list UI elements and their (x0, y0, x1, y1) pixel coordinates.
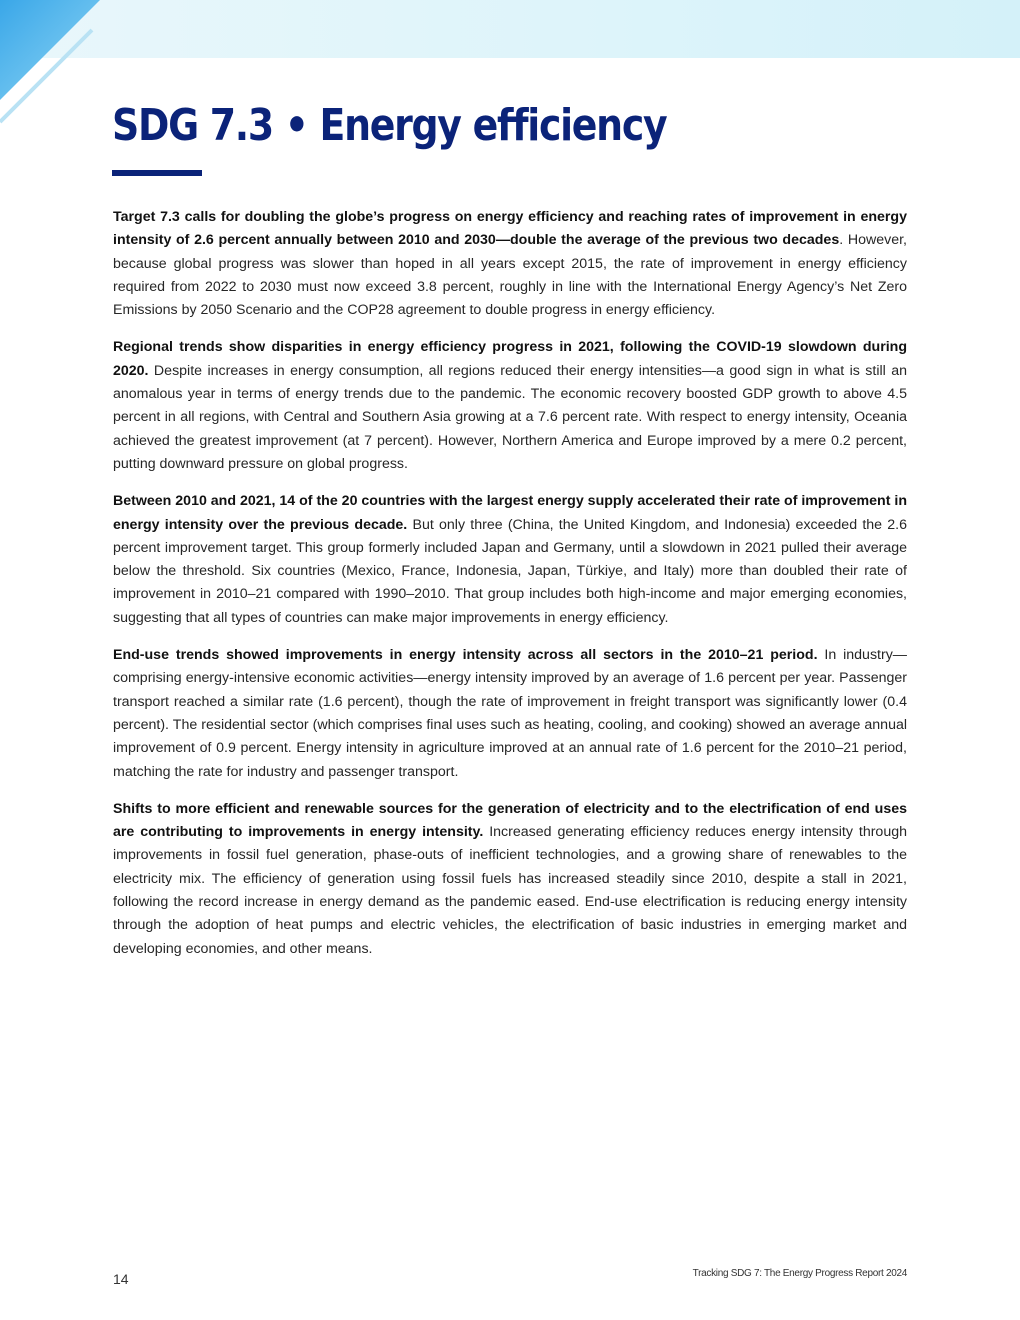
paragraph-lead: Regional trends show disparities in energy efficiency progress in 2021, following the COVID-19 slowdown during 2020. (113, 339, 907, 379)
header-band (0, 0, 1020, 58)
paragraph-country-trends (113, 490, 907, 630)
running-footer-title: Tracking SDG 7: The Energy Progress Report 2024 (692, 1268, 907, 1279)
paragraph-lead: Between 2010 and 2021, 14 of the 20 countries with the largest energy supply accelerated their rate of improvement in energy intensity over the previous decade. (113, 493, 907, 533)
paragraph-body: But only three (China, the United Kingdom, and Indonesia) exceeded the 2.6 percent improvement target. This group formerly included Japan and Germany, until a slowdown in 2021 pulled their average below the threshold. Six countries (Mexico, France, Indonesia, Japan, Türkiye, and Italy) more than doubled their rate of improvement in 2010–21 compared with 1990–2010. That group includes both high-income and major emerging economies, suggesting that all types of countries can make major improvements in energy efficiency. (113, 516, 907, 626)
paragraph-body: . However, because global progress was slower than hoped in all years except 2015, the rate of improvement in energy efficiency required from 2022 to 2030 must now exceed 3.8 percent, roughly in line with the International Energy Agency’s Net Zero Emissions by 2050 Scenario and the COP28 agreement to double progress in energy efficiency. (113, 232, 907, 319)
page-title: SDG 7.3 • Energy efficiency (112, 100, 667, 151)
paragraph-body: In industry—comprising energy-intensive economic activities—energy intensity improved by an average of 1.6 percent per year. Passenger transport reached a similar rate (1.6 percent), though the rate of improvement in freight transport was significantly lower (0.4 percent). The residential sector (which comprises final uses such as heating, cooling, and cooking) showed an average annual improvement of 0.9 percent. Energy intensity in agriculture improved at an annual rate of 1.6 percent for the 2010–21 period, matching the rate for industry and passenger transport. (113, 647, 907, 780)
paragraph-regional-trends (113, 336, 907, 476)
corner-decoration (0, 0, 120, 130)
body-text (113, 206, 907, 975)
paragraph-body: Despite increases in energy consumption, all regions reduced their energy intensities—a good sign in what is still an anomalous year in terms of energy trends due to the pandemic. The economic recovery boosted GDP growth to above 4.5 percent in all regions, with Central and Southern Asia growing at a 7.6 percent rate. With respect to energy intensity, Oceania achieved the greatest improvement (at 7 percent). However, Northern America and Europe improved by a mere 0.2 percent, putting downward pressure on global progress. (113, 362, 907, 472)
paragraph-lead: End-use trends showed improvements in energy intensity across all sectors in the 2010–21 period. (113, 647, 818, 664)
paragraph-electrification (113, 798, 907, 961)
paragraph-body: Increased generating efficiency reduces energy intensity through improvements in fossil fuel generation, phase-outs of inefficient technologies, and a growing share of renewables to the electricity mix. The efficiency of generation using fossil fuels has increased steadily since 2010, despite a stall in 2021, following the record increase in energy demand as the pandemic eased. End-use electrification is reducing energy intensity through the adoption of heat pumps and electric vehicles, the electrification of basic industries in emerging market and developing economies, and other means. (113, 824, 907, 957)
paragraph-lead: Shifts to more efficient and renewable sources for the generation of electricity and to the electrification of end uses are contributing to improvements in energy intensity. (113, 800, 907, 841)
title-underline (112, 170, 202, 176)
paragraph-target-7-3 (113, 206, 907, 322)
page-number: 14 (113, 1271, 129, 1287)
paragraph-lead: Target 7.3 calls for doubling the globe’s progress on energy efficiency and reaching rates of improvement in energy intensity of 2.6 percent annually between 2010 and 2030—double the average of the previous two decades (113, 209, 907, 249)
paragraph-end-use-trends (113, 644, 907, 784)
